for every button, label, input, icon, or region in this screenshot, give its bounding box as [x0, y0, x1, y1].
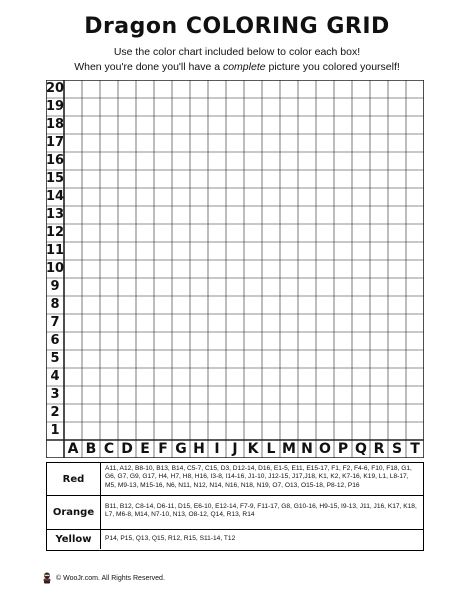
row-label: 5	[50, 351, 60, 366]
column-label: G	[175, 441, 187, 457]
column-label: D	[121, 441, 133, 457]
row-label: 10	[46, 261, 65, 276]
instruction-emphasis: complete	[222, 61, 266, 73]
row-label: 2	[50, 405, 60, 420]
color-row-orange	[47, 496, 423, 530]
color-name-orange: Orange	[47, 496, 101, 529]
row-label: 20	[46, 81, 65, 96]
color-row-yellow	[47, 530, 423, 549]
column-label: J	[232, 441, 238, 457]
row-label: 13	[46, 207, 65, 222]
column-label: S	[391, 441, 403, 457]
ninja-logo-icon	[42, 572, 52, 584]
column-label: H	[193, 441, 205, 457]
row-label: 16	[46, 153, 65, 168]
row-label: 17	[46, 135, 65, 150]
column-label: T	[410, 441, 420, 457]
row-label: 3	[50, 387, 60, 402]
coloring-grid	[46, 80, 424, 458]
column-label: C	[103, 441, 115, 457]
row-label: 4	[50, 369, 60, 384]
grid-lines	[46, 80, 424, 458]
instruction-line-2	[0, 61, 474, 73]
column-label: Q	[355, 441, 367, 457]
column-label: P	[337, 441, 349, 457]
column-label: F	[158, 441, 168, 457]
row-label: 14	[46, 189, 65, 204]
row-label: 19	[46, 99, 65, 114]
column-label: L	[266, 441, 276, 457]
color-cells-orange: B11, B12, C8-14, D6-11, D15, E6-10, E12-14, F7-9, F11-17, G8, G10-16, H9-15, I9-13, J11, J16, K17, K18, L7, M6-8, M14, N7-10, N13, O8-12, Q14, R13, R14	[105, 503, 417, 519]
column-label: A	[67, 441, 79, 457]
column-label: E	[140, 441, 150, 457]
column-label: K	[247, 441, 259, 457]
row-label: 1	[50, 423, 60, 438]
footer	[42, 572, 165, 584]
color-name-yellow: Yellow	[47, 530, 101, 549]
column-label: I	[214, 441, 220, 457]
column-label: O	[319, 441, 331, 457]
instruction-line-2-end: picture you colored yourself!	[265, 61, 400, 73]
copyright-text: © WooJr.com. All Rights Reserved.	[56, 574, 165, 582]
row-label: 15	[46, 171, 65, 186]
column-label: B	[85, 441, 97, 457]
row-label: 6	[50, 333, 60, 348]
row-label: 11	[46, 243, 65, 258]
page-title: Dragon COLORING GRID	[84, 14, 390, 39]
color-name-red: Red	[47, 463, 101, 495]
instruction-line-1: Use the color chart included below to color each box!	[113, 46, 361, 58]
row-label: 12	[46, 225, 65, 240]
color-cells-red: A11, A12, B8-10, B13, B14, C5-7, C15, D3, D12-14, D16, E1-5, E11, E15-17, F1, F2, F4-6, F10, F18, G1, G6, G7, G9, G17, H4, H7, H8, H16, I3-8, I14-16, J1-10, J12-15, J17,J18, K1, K2, K7-16, K19, L1, L8-17, M5, M9-13, M15-16, N6, N11, N12, N14, N16, N18, N19, O7, O13, O15-18, P8-12, P16	[105, 465, 412, 489]
color-cells-yellow: P14, P15, Q13, Q15, R12, R15, S11-14, T12	[105, 535, 236, 542]
row-label: 7	[50, 315, 60, 330]
column-label: M	[282, 441, 296, 457]
row-label: 8	[50, 297, 60, 312]
row-label: 18	[46, 117, 65, 132]
column-label: R	[373, 441, 385, 457]
color-row-red	[47, 463, 423, 496]
instruction-line-2-start: When you're done you'll have a	[74, 61, 223, 73]
color-chart	[46, 462, 424, 551]
column-label: N	[301, 441, 313, 457]
row-label: 9	[50, 279, 60, 294]
